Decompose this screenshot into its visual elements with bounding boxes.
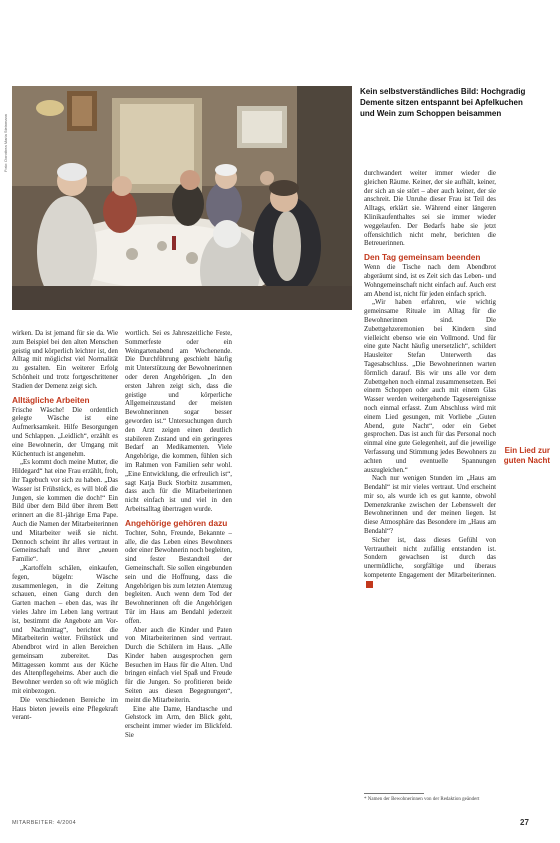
pull-quote: Ein Lied zur guten Nacht bbox=[503, 446, 550, 465]
paragraph: wortlich. Sei es Jahreszeitliche Feste, Sommerfeste oder ein Weingartenabend am Wochenende. Die Durchführung geschieht häufig mit Unterstützung der Bewohnerinnen oder deren Angehörigen. „In den ersten Jahren zeigt sich, dass die geistige und körperliche Allgemeinzustand der meisten Bewohnerinnen sogar besser geworden ist.“ Untersuchungen durch den Arzt zeigen einen deutlich stabileren Zustand und ein geringeres Bedarf an Medikamenten. Viele Angehörige, die kommen, fühlen sich im Rahmen von Familien sehr wohl. „Eine Entwicklung, die erfreulich ist“, sagt Katja Buck Storbitz zusammen, dass auch für die Mitarbeiterinnen nicht einfach ist und viel in den Arbeitsalltag übertragen wurde. bbox=[125, 330, 232, 513]
paragraph: „Wir haben erfahren, wie wichtig gemeinsame Rituale im Alltag für die Bewohnerinnen sind. Die Zubettgehzeremonien bei Kindern sind vielleicht ebenso wie ein Vollmond. Und für eine gute Nacht häufig unersetzlich“, schildert Hausleiter Stefan Unterwerth das Tagesabschluss. „Die Bewohnerinnen warten förmlich darauf. Bis wir uns alle vor dem Zubettgehen noch einmal zusammensetzen. Bei einem Schoppen oder auch mit einem Glas Wasser werden weitergehende Tagesereignisse noch einmal erfasst. Zum Abschluss wird mit einem Lied gesungen, mit Vorliebe „Guten Abend, gute Nacht“, oder ein Gebet gesprochen. Das ist auch für das Personal noch einmal eine gute Gelegenheit, auf die jeweilige Verfassung und Stimmung jedes Bewohners zu achten und eventuelle Spannungen auszugleichen.“ bbox=[364, 299, 496, 474]
section-heading: Angehörige gehören dazu bbox=[125, 517, 228, 528]
paragraph-text: Sicher ist, dass dieses Gefühl von Vertrautheit nicht zufällig entstanden ist. Sondern gewachsen ist durch das unermüdliche, sorgfältige und überaus kompetente Engagement der Mitarbeiterinnen. bbox=[364, 536, 496, 580]
paragraph: Eine alte Dame, Handtasche und Gehstock im Arm, den Blick geht, erscheint immer wieder im Blickfeld. Sie bbox=[125, 705, 232, 740]
paragraph: wirken. Da ist jemand für sie da. Wie zum Beispiel bei den alten Menschen geistig und körperlich leichter ist, den Alltag mit möglichst viel Normalität zu gestalten. Ein weiterer Erfolg Schönheit und trotz fortgeschrittener Stadien der Demenz zeigt sich. bbox=[12, 330, 118, 390]
paragraph: Die verschiedenen Bereiche im Haus bieten jeweils eine Pflegekraft verant- bbox=[12, 696, 118, 722]
paragraph: „Es kommt doch meine Mutter, die Hildegard“ hat eine Frau erzählt, froh, ihr Tagebuch vor sich zu haben. „Das Wasser ist Frühstück, es will bloß die Jungen, sie kommen die doch!“ Ein Bild über dem Bild über ihrem Bett erinnert an die 81-jährige Erna Pape. Auch die Namen der Mitarbeiterinnen und Mitarbeiter weiß sie nicht. Dennoch scheint ihr alles vertraut in Gemeinschaft und ihrer „neuen Familie“. bbox=[12, 459, 118, 564]
footnote-divider bbox=[364, 793, 424, 794]
photo-caption: Kein selbstverständliches Bild: Hochgradig Demente sitzen entspannt bei Apfelkuchen und Wein zum Schoppen beisammen bbox=[360, 87, 526, 118]
paragraph bbox=[364, 537, 496, 591]
paragraph: Tochter, Sohn, Freunde, Bekannte – alle, die das Leben eines Bewohners oder einer Bewohnerin noch begleiten, sind fester Bestandteil der Gemeinschaft. Sie sollen eingebunden sein und die Hoffnung, dass die Angehörigen bis zum letzten Atemzug begleiten. Auch wenn dem Tod der Bewohnerinnen oft die Angehörigen Tür im Haus am Bendahl jederzeit offen. bbox=[125, 529, 232, 625]
article-photo bbox=[12, 86, 352, 310]
text-column-1 bbox=[12, 330, 118, 723]
footnote: * Namen der Bewohnerinnen von der Redaktion geändert bbox=[364, 797, 480, 802]
text-column-3 bbox=[364, 170, 496, 591]
section-heading: Den Tag gemeinsam beenden bbox=[364, 252, 481, 263]
paragraph: Aber auch die Kinder und Paten von Mitarbeiterinnen sind vertraut. Durch die Schülern im Haus. „Alle Kinder haben ausgesprochen gern Besuchen im Haus für die Alten. Und bringen einfach viel Spaß und Freude für die Jungen. So profitieren beide Seiten aus diesen Begegnungen“, meint die Mitarbeiterin. bbox=[125, 626, 232, 704]
page-number: 27 bbox=[520, 818, 529, 827]
paragraph: „Kartoffeln schälen, einkaufen, fegen, bügeln: Wäsche zusammenlegen, in die Zeitung schauen, einen Gang durch den Garten machen – eben das, was ihr vieles Jahre im Leben lang vertraut ist, bestimmt die Angebote am Vor- und Nachmittag“, berichtet die Mitarbeiterin weiter. Frühstück und Abendbrot wird in allen Bereichen gemeinsam zubereitet. Das Mittagessen kommt aus der Küche des Altenpflegeheims. Aber auch die Bewohner werden so oft wie möglich mit einbezogen. bbox=[12, 564, 118, 696]
page-footer: MITARBEITER: 4/2004 bbox=[12, 820, 77, 826]
photo-illustration bbox=[12, 86, 352, 310]
text-column-2 bbox=[125, 330, 232, 741]
photo-credit: Foto: Dorothea Maria Steinmann bbox=[3, 113, 8, 172]
section-heading: Alltägliche Arbeiten bbox=[12, 394, 90, 405]
paragraph: durchwandert weiter immer wieder die gleichen Räume. Keiner, der sie aufhält, keiner, der sich an sie stört – aber auch keiner, der sie anschreit. Die Unruhe dieser Frau ist Teil des Alltags, erklärt sie. Während einer längeren Klinikaufenthaltes sei sie immer wieder weggelaufen. Der Bedarfs habe sie jetzt offensichtlich nicht mehr, berichten die Betreuerinnen. bbox=[364, 170, 496, 248]
paragraph: Wenn die Tische nach dem Abendbrot abgeräumt sind, ist es Zeit sich das Leben- und Wohngemeinschaft nicht einfach auf. Auch erst am Abend ist, nicht für jeden einfach sprich. bbox=[364, 264, 496, 298]
paragraph: Nach nur wenigen Stunden im „Haus am Bendahl“ ist mir vieles vertraut. Und erscheint mir so, als wurde ich es gut kannte, obwohl Demenzkranke zwischen der Lebenswelt der Bewohnerinnen und der meinen liegen. Ist diese Atmosphäre das Besondere im „Haus am Bendahl“? bbox=[364, 475, 496, 536]
paragraph: Frische Wäsche! Die ordentlich gelegte Wäsche ist eine Aufmerksamkeit. Hilfe Besorgungen und Schlappen. „Leidlich“, erzählt es eine Bewohnerin, der Umgang mit Küchentuch ist angenehm. bbox=[12, 406, 118, 458]
end-mark-icon bbox=[366, 581, 373, 588]
